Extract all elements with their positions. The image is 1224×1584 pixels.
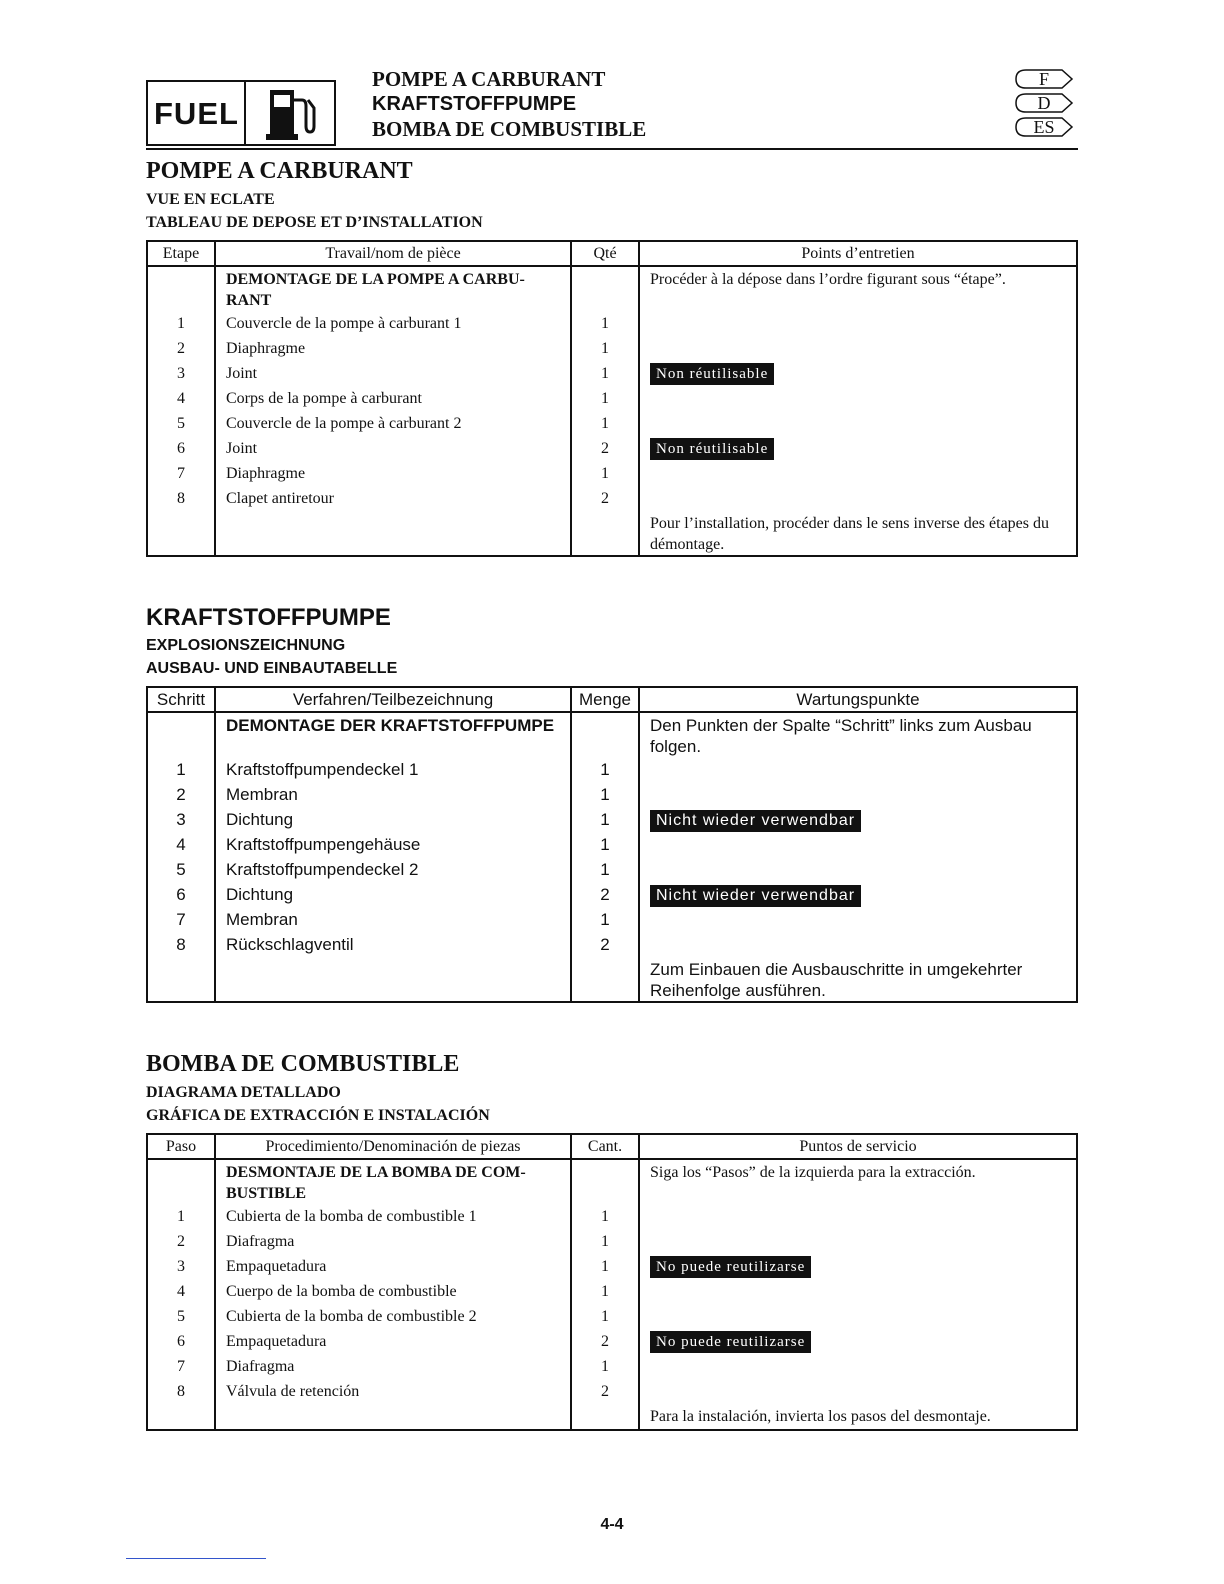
qty-cell: 2 bbox=[571, 882, 639, 907]
note-cell bbox=[639, 957, 1077, 1002]
table-row bbox=[147, 266, 1077, 311]
note-cell bbox=[639, 1159, 1077, 1204]
table-row bbox=[147, 1254, 1077, 1279]
not-reusable-badge: Nicht wieder verwendbar bbox=[650, 885, 861, 907]
qty-cell bbox=[571, 712, 639, 757]
part-name-cell: Diaphragme bbox=[215, 461, 571, 486]
qty-cell: 2 bbox=[571, 1379, 639, 1404]
note-cell bbox=[639, 807, 1077, 832]
step-cell: 1 bbox=[147, 1204, 215, 1229]
section-subtitle: EXPLOSIONSZEICHNUNG bbox=[146, 637, 346, 654]
section-fr bbox=[146, 158, 1078, 557]
note-cell bbox=[639, 932, 1077, 957]
part-name-cell: Rückschlagventil bbox=[215, 932, 571, 957]
heading-line: RANT bbox=[226, 292, 272, 309]
qty-cell: 1 bbox=[571, 386, 639, 411]
qty-cell: 1 bbox=[571, 1229, 639, 1254]
not-reusable-badge: Non réutilisable bbox=[650, 363, 774, 385]
qty-cell: 1 bbox=[571, 1254, 639, 1279]
table-row bbox=[147, 486, 1077, 511]
note-cell bbox=[639, 882, 1077, 907]
step-cell: 1 bbox=[147, 311, 215, 336]
column-header: Points d’entretien bbox=[639, 241, 1077, 266]
step-cell: 6 bbox=[147, 1329, 215, 1354]
step-cell: 5 bbox=[147, 1304, 215, 1329]
note-cell bbox=[639, 1404, 1077, 1430]
part-name-cell: Couvercle de la pompe à carburant 1 bbox=[215, 311, 571, 336]
column-header: Qté bbox=[571, 241, 639, 266]
qty-cell: 1 bbox=[571, 1354, 639, 1379]
table-row bbox=[147, 907, 1077, 932]
qty-cell: 2 bbox=[571, 932, 639, 957]
language-tag-d bbox=[1014, 92, 1074, 114]
header-title-de: KRAFTSTOFFPUMPE bbox=[372, 93, 577, 115]
table-row bbox=[147, 957, 1077, 1002]
part-name-cell bbox=[215, 957, 571, 1002]
header-titles bbox=[372, 67, 646, 142]
table-row bbox=[147, 1279, 1077, 1304]
table-row bbox=[147, 1204, 1077, 1229]
step-cell: 5 bbox=[147, 411, 215, 436]
note-cell bbox=[639, 832, 1077, 857]
note-cell bbox=[639, 436, 1077, 461]
note-cell bbox=[639, 782, 1077, 807]
qty-cell: 1 bbox=[571, 361, 639, 386]
step-cell: 7 bbox=[147, 1354, 215, 1379]
table-row bbox=[147, 436, 1077, 461]
note-cell bbox=[639, 1354, 1077, 1379]
procedure-table bbox=[146, 240, 1078, 557]
not-reusable-badge: Nicht wieder verwendbar bbox=[650, 810, 861, 832]
section-subtitle: VUE EN ECLATE bbox=[146, 191, 275, 208]
note-cell bbox=[639, 461, 1077, 486]
part-name-cell: Diafragma bbox=[215, 1354, 571, 1379]
table-body bbox=[147, 1159, 1077, 1430]
part-name-cell: Couvercle de la pompe à carburant 2 bbox=[215, 411, 571, 436]
note-cell bbox=[639, 311, 1077, 336]
table-row bbox=[147, 782, 1077, 807]
note-cell bbox=[639, 266, 1077, 311]
step-cell bbox=[147, 266, 215, 311]
qty-cell: 1 bbox=[571, 857, 639, 882]
part-name-cell: Empaquetadura bbox=[215, 1329, 571, 1354]
qty-cell: 1 bbox=[571, 1279, 639, 1304]
step-cell: 2 bbox=[147, 336, 215, 361]
footer-line bbox=[126, 1558, 266, 1559]
part-name-cell: Corps de la pompe à carburant bbox=[215, 386, 571, 411]
note-cell bbox=[639, 486, 1077, 511]
step-cell: 3 bbox=[147, 361, 215, 386]
table-row bbox=[147, 932, 1077, 957]
part-name-cell: Diaphragme bbox=[215, 336, 571, 361]
step-cell: 2 bbox=[147, 1229, 215, 1254]
table-row bbox=[147, 1354, 1077, 1379]
language-label: ES bbox=[1033, 117, 1055, 137]
qty-cell: 1 bbox=[571, 832, 639, 857]
note-cell bbox=[639, 712, 1077, 757]
qty-cell: 1 bbox=[571, 336, 639, 361]
step-cell: 5 bbox=[147, 857, 215, 882]
header-title-es: BOMBA DE COMBUSTIBLE bbox=[372, 117, 647, 141]
language-label: F bbox=[1038, 69, 1049, 89]
section-es bbox=[146, 1051, 1078, 1431]
part-name-cell: Dichtung bbox=[215, 807, 571, 832]
qty-cell: 1 bbox=[571, 411, 639, 436]
column-header: Menge bbox=[571, 687, 639, 712]
step-cell: 8 bbox=[147, 486, 215, 511]
table-row bbox=[147, 1159, 1077, 1204]
language-label: D bbox=[1037, 93, 1051, 113]
qty-cell bbox=[571, 1159, 639, 1204]
qty-cell: 1 bbox=[571, 461, 639, 486]
note-cell bbox=[639, 857, 1077, 882]
heading-cell bbox=[215, 266, 571, 311]
table-row bbox=[147, 1379, 1077, 1404]
qty-cell bbox=[571, 266, 639, 311]
note-cell bbox=[639, 1304, 1077, 1329]
badge-divider bbox=[244, 82, 246, 144]
table-row bbox=[147, 857, 1077, 882]
step-cell bbox=[147, 712, 215, 757]
note-cell bbox=[639, 411, 1077, 436]
section-title: POMPE A CARBURANT bbox=[146, 158, 413, 184]
intro-note: Siga los “Pasos” de la izquierda para la extracción. bbox=[650, 1164, 976, 1181]
step-cell: 8 bbox=[147, 932, 215, 957]
step-cell bbox=[147, 957, 215, 1002]
part-name-cell: Válvula de retención bbox=[215, 1379, 571, 1404]
heading-line: BUSTIBLE bbox=[226, 1185, 307, 1202]
note-cell bbox=[639, 1229, 1077, 1254]
table-row bbox=[147, 1404, 1077, 1430]
step-cell bbox=[147, 1159, 215, 1204]
note-cell bbox=[639, 1329, 1077, 1354]
step-cell: 8 bbox=[147, 1379, 215, 1404]
heading-text bbox=[226, 713, 570, 736]
step-cell: 3 bbox=[147, 807, 215, 832]
qty-cell: 1 bbox=[571, 311, 639, 336]
heading-line: DEMONTAGE DER KRAFTSTOFFPUMPE bbox=[226, 716, 555, 735]
step-cell: 6 bbox=[147, 436, 215, 461]
installation-note: Pour l’installation, procéder dans le sens inverse des étapes du démontage. bbox=[650, 515, 1049, 553]
step-cell: 4 bbox=[147, 1279, 215, 1304]
table-row bbox=[147, 311, 1077, 336]
part-name-cell bbox=[215, 1404, 571, 1430]
part-name-cell: Cubierta de la bomba de combustible 1 bbox=[215, 1204, 571, 1229]
note-cell bbox=[639, 511, 1077, 556]
table-row bbox=[147, 461, 1077, 486]
installation-note: Para la instalación, invierta los pasos del desmontaje. bbox=[650, 1408, 991, 1425]
section-title: BOMBA DE COMBUSTIBLE bbox=[146, 1051, 460, 1077]
note-cell bbox=[639, 1379, 1077, 1404]
section-subtitle: TABLEAU DE DEPOSE ET D’INSTALLATION bbox=[146, 214, 483, 231]
table-row bbox=[147, 386, 1077, 411]
part-name-cell bbox=[215, 511, 571, 556]
procedure-table bbox=[146, 1133, 1078, 1431]
step-cell: 4 bbox=[147, 386, 215, 411]
column-header: Procedimiento/Denominación de piezas bbox=[215, 1134, 571, 1159]
step-cell bbox=[147, 1404, 215, 1430]
section-subtitle: AUSBAU- UND EINBAUTABELLE bbox=[146, 660, 398, 677]
table-row bbox=[147, 712, 1077, 757]
part-name-cell: Cuerpo de la bomba de combustible bbox=[215, 1279, 571, 1304]
qty-cell: 1 bbox=[571, 757, 639, 782]
part-name-cell: Clapet antiretour bbox=[215, 486, 571, 511]
step-cell: 4 bbox=[147, 832, 215, 857]
table-row bbox=[147, 807, 1077, 832]
table-row bbox=[147, 511, 1077, 556]
fuel-chapter-badge bbox=[146, 80, 336, 146]
step-cell: 2 bbox=[147, 782, 215, 807]
step-cell bbox=[147, 511, 215, 556]
intro-note: Den Punkten der Spalte “Schritt” links zum Ausbau folgen. bbox=[650, 716, 1032, 756]
column-header: Wartungspunkte bbox=[639, 687, 1077, 712]
heading-text bbox=[226, 1160, 570, 1204]
part-name-cell: Diafragma bbox=[215, 1229, 571, 1254]
heading-line: DESMONTAJE DE LA BOMBA DE COM- bbox=[226, 1164, 526, 1181]
heading-cell bbox=[215, 1159, 571, 1204]
section-subtitle: DIAGRAMA DETALLADO bbox=[146, 1084, 341, 1101]
qty-cell: 1 bbox=[571, 807, 639, 832]
note-cell bbox=[639, 1279, 1077, 1304]
qty-cell: 1 bbox=[571, 907, 639, 932]
column-header: Cant. bbox=[571, 1134, 639, 1159]
note-cell bbox=[639, 361, 1077, 386]
procedure-table bbox=[146, 686, 1078, 1003]
step-cell: 7 bbox=[147, 907, 215, 932]
table-row bbox=[147, 361, 1077, 386]
language-tag-f bbox=[1014, 68, 1074, 90]
step-cell: 1 bbox=[147, 757, 215, 782]
step-cell: 3 bbox=[147, 1254, 215, 1279]
step-cell: 7 bbox=[147, 461, 215, 486]
step-cell: 6 bbox=[147, 882, 215, 907]
part-name-cell: Joint bbox=[215, 436, 571, 461]
qty-cell: 1 bbox=[571, 1304, 639, 1329]
column-header: Puntos de servicio bbox=[639, 1134, 1077, 1159]
section-de bbox=[146, 604, 1078, 1003]
intro-note: Procéder à la dépose dans l’ordre figurant sous “étape”. bbox=[650, 271, 1006, 288]
qty-cell: 2 bbox=[571, 1329, 639, 1354]
part-name-cell: Cubierta de la bomba de combustible 2 bbox=[215, 1304, 571, 1329]
column-header: Schritt bbox=[147, 687, 215, 712]
table-row bbox=[147, 757, 1077, 782]
table-row bbox=[147, 1229, 1077, 1254]
part-name-cell: Joint bbox=[215, 361, 571, 386]
heading-cell bbox=[215, 712, 571, 757]
not-reusable-badge: No puede reutilizarse bbox=[650, 1256, 811, 1278]
table-row bbox=[147, 1304, 1077, 1329]
installation-note: Zum Einbauen die Ausbauschritte in umgekehrter Reihenfolge ausführen. bbox=[650, 960, 1023, 1000]
qty-cell: 2 bbox=[571, 436, 639, 461]
table-row bbox=[147, 832, 1077, 857]
column-header: Travail/nom de pièce bbox=[215, 241, 571, 266]
note-cell bbox=[639, 1204, 1077, 1229]
heading-line: DEMONTAGE DE LA POMPE A CARBU- bbox=[226, 271, 525, 288]
table-row bbox=[147, 411, 1077, 436]
section-subtitle: GRÁFICA DE EXTRACCIÓN E INSTALACIÓN bbox=[146, 1107, 490, 1124]
part-name-cell: Kraftstoffpumpengehäuse bbox=[215, 832, 571, 857]
not-reusable-badge: No puede reutilizarse bbox=[650, 1331, 811, 1353]
header-rule bbox=[146, 148, 1078, 150]
fuel-label: FUEL bbox=[154, 96, 239, 131]
part-name-cell: Kraftstoffpumpendeckel 1 bbox=[215, 757, 571, 782]
column-header: Paso bbox=[147, 1134, 215, 1159]
language-tag-es bbox=[1014, 116, 1074, 138]
part-name-cell: Membran bbox=[215, 907, 571, 932]
note-cell bbox=[639, 336, 1077, 361]
qty-cell: 1 bbox=[571, 782, 639, 807]
table-row bbox=[147, 882, 1077, 907]
table-body bbox=[147, 266, 1077, 556]
column-header: Verfahren/Teilbezeichnung bbox=[215, 687, 571, 712]
fuel-pump-icon bbox=[256, 86, 330, 142]
qty-cell: 1 bbox=[571, 1204, 639, 1229]
part-name-cell: Membran bbox=[215, 782, 571, 807]
table-row bbox=[147, 1329, 1077, 1354]
section-title: KRAFTSTOFFPUMPE bbox=[146, 604, 391, 631]
qty-cell bbox=[571, 511, 639, 556]
qty-cell bbox=[571, 1404, 639, 1430]
part-name-cell: Kraftstoffpumpendeckel 2 bbox=[215, 857, 571, 882]
table-body bbox=[147, 712, 1077, 1002]
page-number: 4-4 bbox=[600, 1516, 624, 1533]
table-row bbox=[147, 336, 1077, 361]
note-cell bbox=[639, 757, 1077, 782]
part-name-cell: Dichtung bbox=[215, 882, 571, 907]
note-cell bbox=[639, 907, 1077, 932]
header-title-fr: POMPE A CARBURANT bbox=[372, 67, 606, 91]
not-reusable-badge: Non réutilisable bbox=[650, 438, 774, 460]
qty-cell: 2 bbox=[571, 486, 639, 511]
column-header: Etape bbox=[147, 241, 215, 266]
part-name-cell: Empaquetadura bbox=[215, 1254, 571, 1279]
qty-cell bbox=[571, 957, 639, 1002]
note-cell bbox=[639, 386, 1077, 411]
note-cell bbox=[639, 1254, 1077, 1279]
heading-text bbox=[226, 267, 570, 311]
